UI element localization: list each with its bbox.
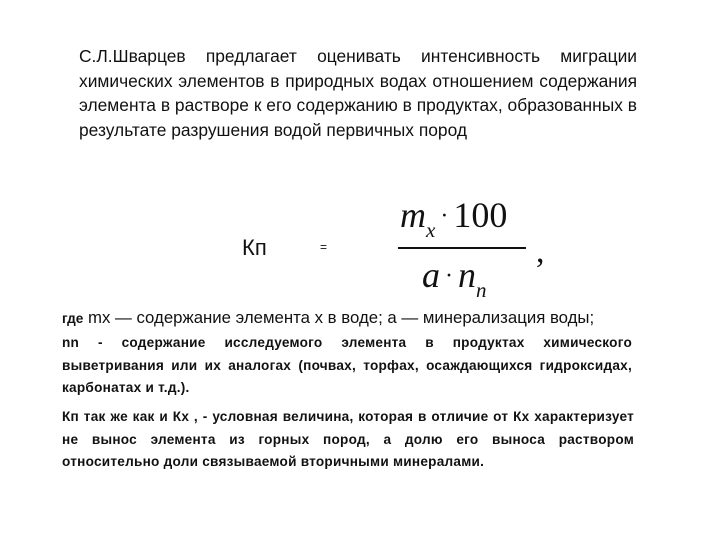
definitions-first-line	[62, 307, 642, 330]
numerator-dot: ·	[440, 203, 449, 229]
fraction-bar	[398, 247, 526, 249]
fraction-numerator	[400, 195, 507, 240]
numerator-m: m	[400, 195, 426, 235]
formula-fraction	[392, 193, 562, 303]
denominator-a: a	[422, 255, 440, 295]
intro-paragraph: С.Л.Шварцев предлагает оценивать интенсивность миграции химических элементов в природных водах отношением содержания элемента в растворе к его содержанию в продуктах, образованных в результате разрушения водой первичных пород	[79, 46, 637, 140]
definitions-line1-text: mx — содержание элемента x в воде; a — минерализация воды;	[83, 308, 595, 327]
fraction-comma: ,	[536, 233, 545, 270]
numerator-value: 100	[453, 195, 508, 235]
definitions-paragraph: nn - содержание исследуемого элемента в продуктах химического выветривания или их аналогах (почвах, торфах, осаждающихся гидроксидах, карбонатах и т.д.).	[62, 335, 632, 395]
fraction-denominator	[422, 255, 487, 300]
denominator-n: n	[458, 255, 476, 295]
note-paragraph: Кп так же как и Кх , - условная величина, которая в отличие от Кх характеризует не вынос элемента из горных пород, а долю его выноса раствором относительно доли связываемой вторичными минералами.	[62, 409, 634, 469]
denominator-subscript-n: n	[476, 278, 487, 302]
denominator-dot: ·	[445, 263, 453, 289]
numerator-subscript-x: x	[426, 218, 436, 242]
where-word: где	[62, 311, 84, 326]
equals-sign: =	[320, 240, 328, 254]
formula-label-kp: Кп	[242, 235, 267, 260]
